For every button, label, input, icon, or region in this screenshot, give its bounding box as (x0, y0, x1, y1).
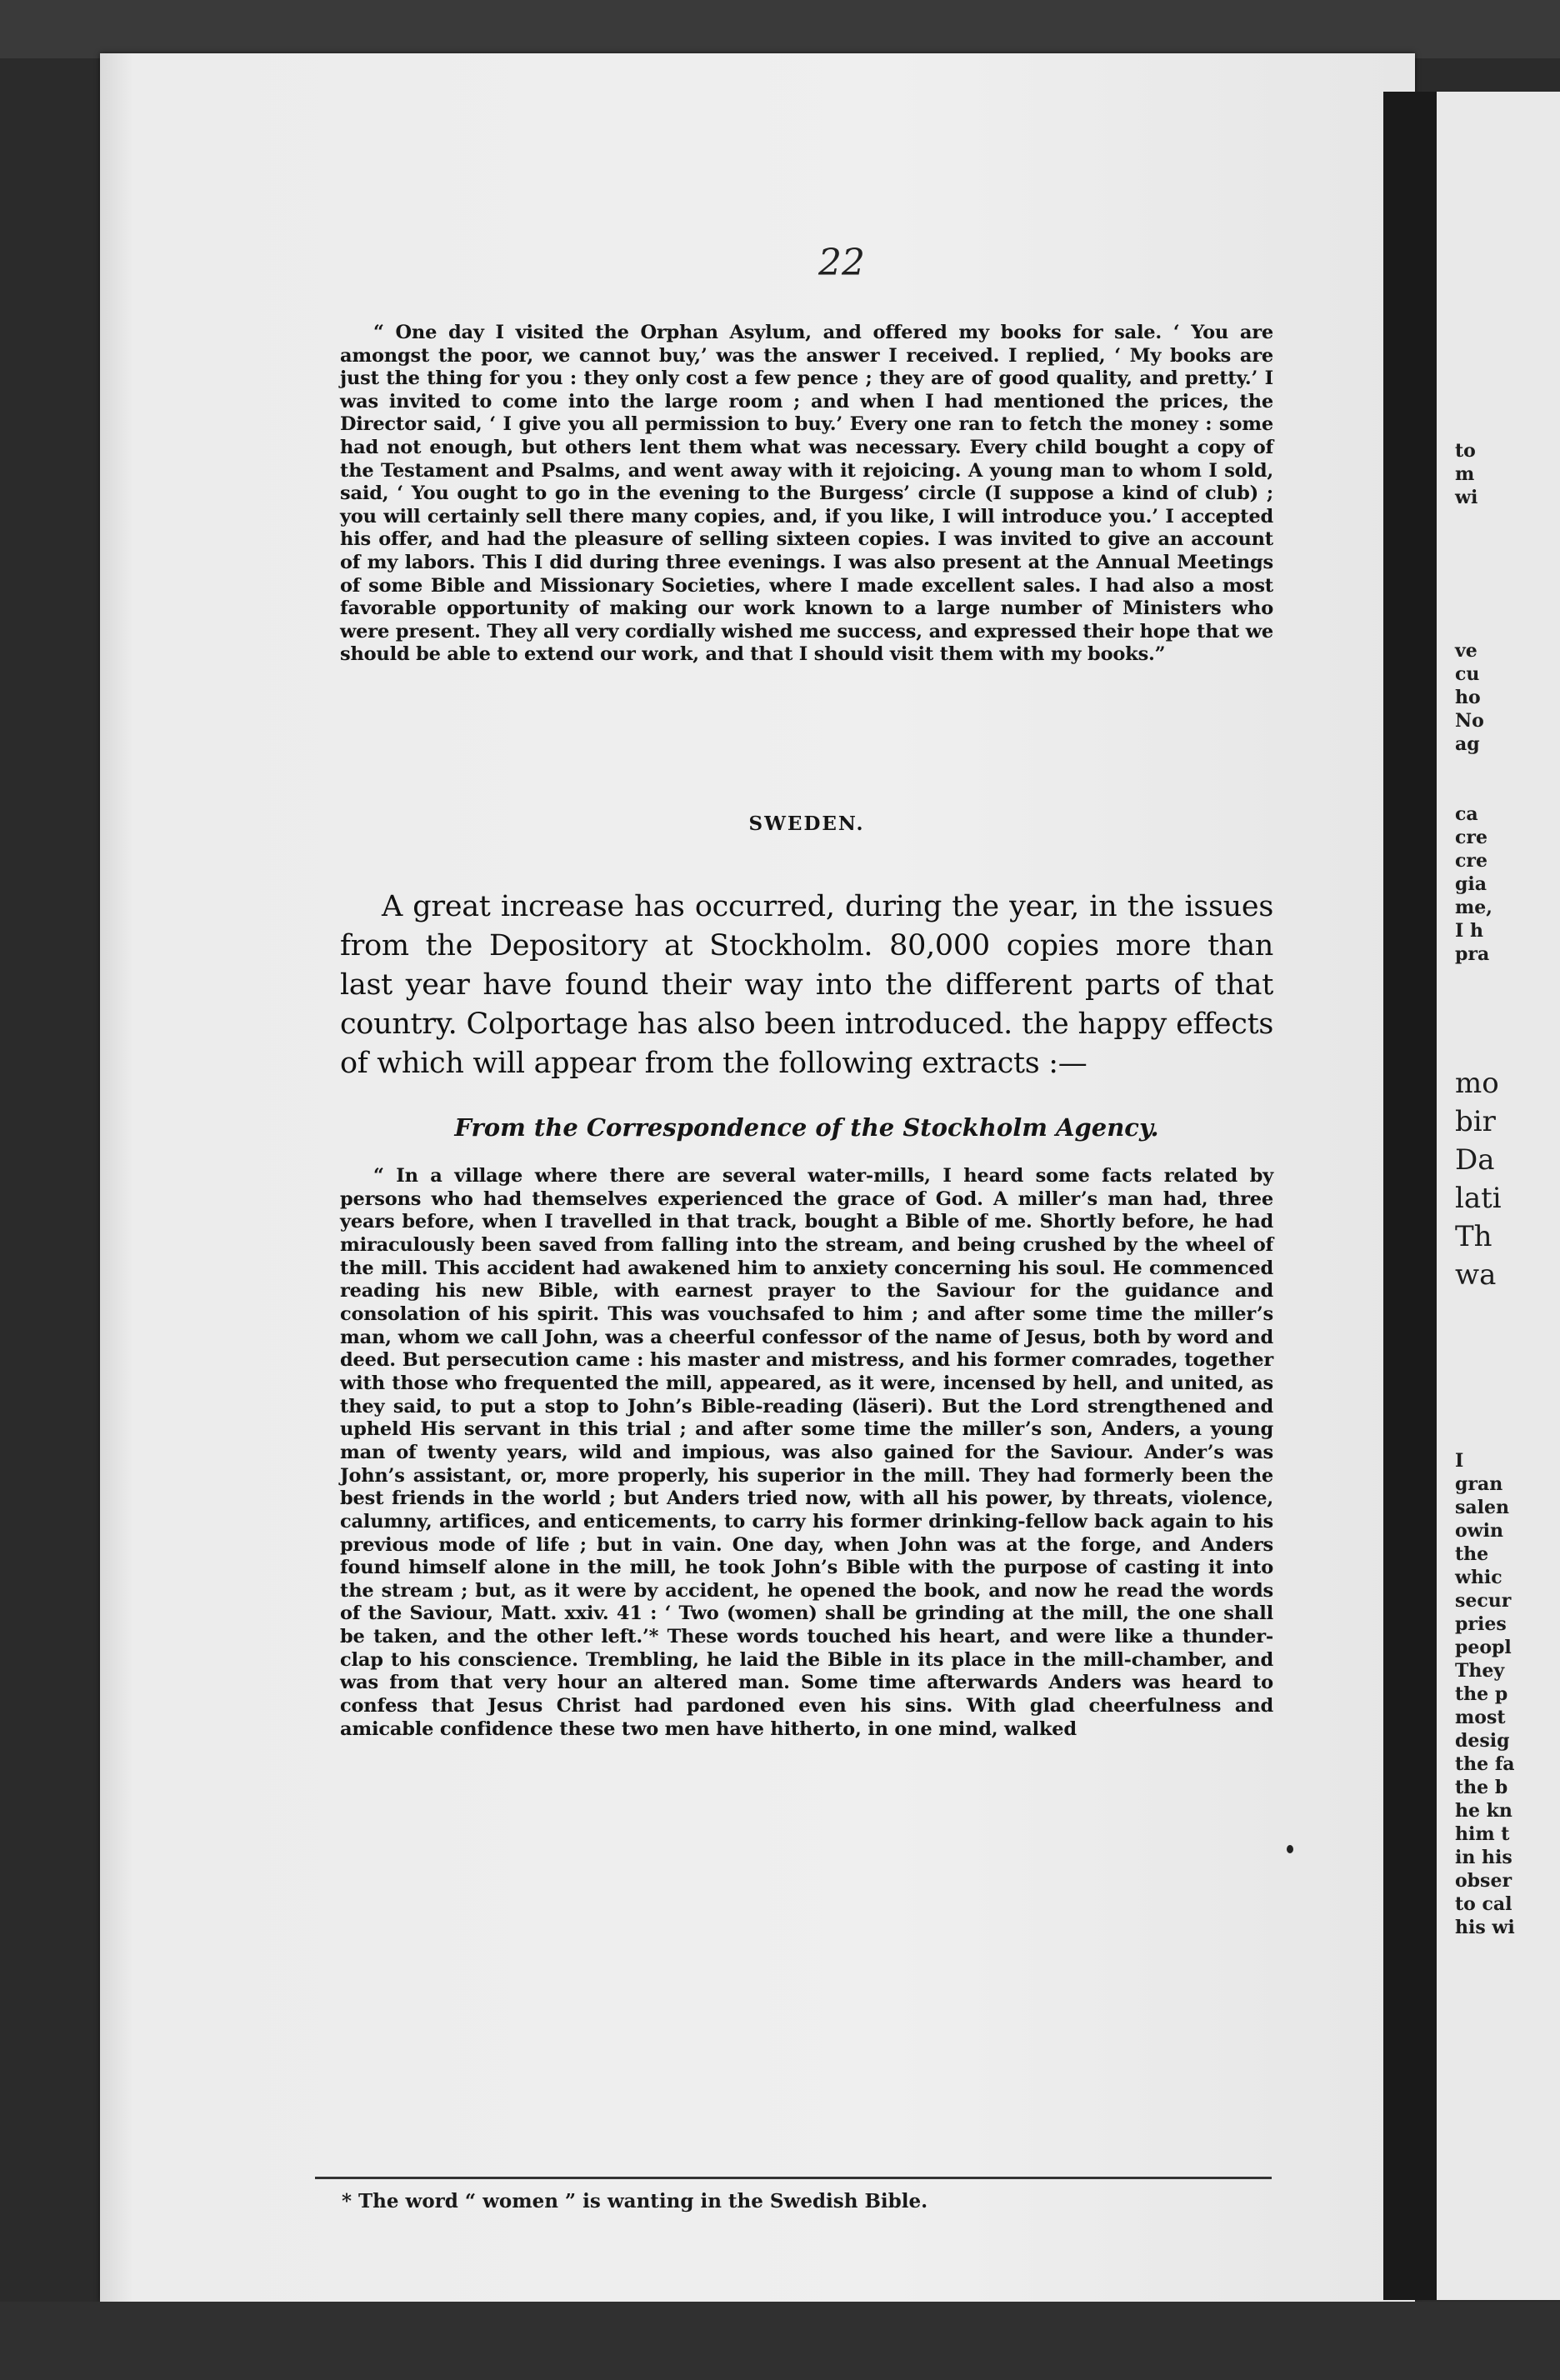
right-line: most (1455, 1707, 1506, 1728)
extract-subheading: From the Correspondence of the Stockholm Agency. (454, 1113, 1159, 1142)
right-line: to (1455, 440, 1476, 462)
right-line: me, (1455, 897, 1492, 918)
right-line: the b (1455, 1777, 1508, 1798)
right-line: Th (1455, 1220, 1492, 1253)
right-line: salen (1455, 1497, 1509, 1518)
right-line: pries (1455, 1613, 1507, 1635)
right-line: wi (1455, 487, 1478, 508)
right-line: I (1455, 1450, 1464, 1472)
right-line: cre (1455, 850, 1488, 872)
right-line: They (1455, 1660, 1505, 1682)
right-line: ho (1455, 687, 1481, 708)
scan-backdrop-top (0, 0, 1560, 58)
right-line: in his (1455, 1847, 1512, 1868)
right-line: m (1455, 463, 1475, 485)
right-page-fragment (1437, 92, 1560, 2300)
right-line: ve (1455, 640, 1478, 662)
right-line: cre (1455, 827, 1488, 848)
sweden-paragraph: A great increase has occurred, during the year, in the issues from the Depository at Stockholm. 80,000 copies more than last year have found their way into the different parts of that country. Colportage has also been introduced. the happy effects of which will appear from the following extracts :— (340, 890, 1273, 1080)
right-line: lati (1455, 1182, 1502, 1215)
right-line: the (1455, 1543, 1489, 1565)
right-line: pra (1455, 943, 1490, 965)
right-line: cu (1455, 663, 1480, 685)
right-line: obser (1455, 1870, 1512, 1892)
right-line: ag (1455, 733, 1480, 755)
right-line: owin (1455, 1520, 1503, 1542)
right-line: secur (1455, 1590, 1512, 1612)
right-line: to cal (1455, 1893, 1512, 1915)
right-line: Da (1455, 1143, 1495, 1177)
right-line: he kn (1455, 1800, 1512, 1822)
section-heading: SWEDEN. (748, 812, 865, 835)
extract-paragraph: “ In a village where there are several water-mills, I heard some facts related by persons who had themselves experienced the grace of God. A miller’s man had, three years before, when I travelled in that track, bought a Bible of me. Shortly before, he had miraculously been saved from falling into the stream, and being crushed by the wheel of the mill. This accident had awakened him to anxiety concerning his soul. He commenced reading his new Bible, with earnest prayer to the Saviour for the guidance and consolation of his spirit. This was vouchsafed to him ; and after some time the miller’s man, whom we call John, was a cheerful confessor of the name of Jesus, both by word and deed. But persecution came : his master and mistress, and his former comrades, together with those who frequented the mill, appeared, as it were, incensed by hell, and united, as they said, to put a stop to John’s Bible-reading (läseri). But the Lord strengthened and upheld His servant in this trial ; and after some time the miller’s son, Anders, a young man of twenty years, wild and impious, was also gained for the Saviour. Ander’s was John’s assistant, or, more properly, his superior in the mill. They had formerly been the best friends in the world ; but Anders tried now, with all his power, by threats, violence, calumny, artifices, and enticements, to carry his former drinking-fellow back again to his previous mode of life ; but in vain. One day, when John was at the forge, and Anders found himself alone in the mill, he took John’s Bible with the purpose of casting it into the stream ; but, as it were by accident, he opened the book, and now he read the words of the Saviour, Matt. xxiv. 41 : ‘ Two (women) shall be grinding at the mill, the one shall be taken, and the other left.’* These words touched his heart, and were like a thunder-clap to his conscience. Trembling, he laid the Bible in its place in the mill-chamber, and was from that very hour an altered man. Some time afterwards Anders was heard to confess that Jesus Christ had pardoned even his sins. With glad cheerfulness and amicable confidence these two men have hitherto, in one mind, walked (340, 1165, 1273, 1740)
book-gutter (1383, 92, 1437, 2300)
right-line: wa (1455, 1258, 1497, 1292)
right-line: bir (1455, 1105, 1496, 1138)
right-line: gia (1455, 873, 1487, 895)
right-line: desig (1455, 1730, 1510, 1752)
right-line: gran (1455, 1473, 1503, 1495)
right-line: him t (1455, 1823, 1510, 1845)
ink-speck (1287, 1845, 1293, 1853)
right-line: No (1455, 710, 1484, 732)
right-line: mo (1455, 1067, 1499, 1100)
right-line: the p (1455, 1683, 1508, 1705)
right-line: his wi (1455, 1917, 1515, 1938)
right-line: the fa (1455, 1753, 1515, 1775)
footnote: * The word “ women ” is wanting in the Swedish Bible. (342, 2190, 928, 2212)
page-number: 22 (818, 242, 865, 284)
scan-backdrop-bottom (0, 2302, 1560, 2380)
footnote-rule (315, 2177, 1272, 2179)
right-line: peopl (1455, 1637, 1512, 1658)
right-line: ca (1455, 803, 1478, 825)
right-line: whic (1455, 1567, 1502, 1588)
opening-paragraph: “ One day I visited the Orphan Asylum, and offered my books for sale. ‘ You are amongst the poor, we cannot buy,’ was the answer I received. I replied, ‘ My books are just the thing for you : they only cost a few pence ; they are of good quality, and pretty.’ I was invited to come into the large room ; and when I had mentioned the prices, the Director said, ‘ I give you all permission to buy.’ Every one ran to fetch the money : some had not enough, but others lent them what was necessary. Every child bought a copy of the Testament and Psalms, and went away with it rejoicing. A young man to whom I sold, said, ‘ You ought to go in the evening to the Burgess’ circle (I suppose a kind of club) ; you will certainly sell there many copies, and, if you like, I will introduce you.’ I accepted his offer, and had the pleasure of selling sixteen copies. I was invited to give an account of my labors. This I did during three evenings. I was also present at the Annual Meetings of some Bible and Missionary Societies, where I made excellent sales. I had also a most favorable opportunity of making our work known to a large number of Ministers who were present. They all very cordially wished me success, and expressed their hope that we should be able to extend our work, and that I should visit them with my books.” (340, 322, 1273, 666)
right-line: I h (1455, 920, 1483, 942)
